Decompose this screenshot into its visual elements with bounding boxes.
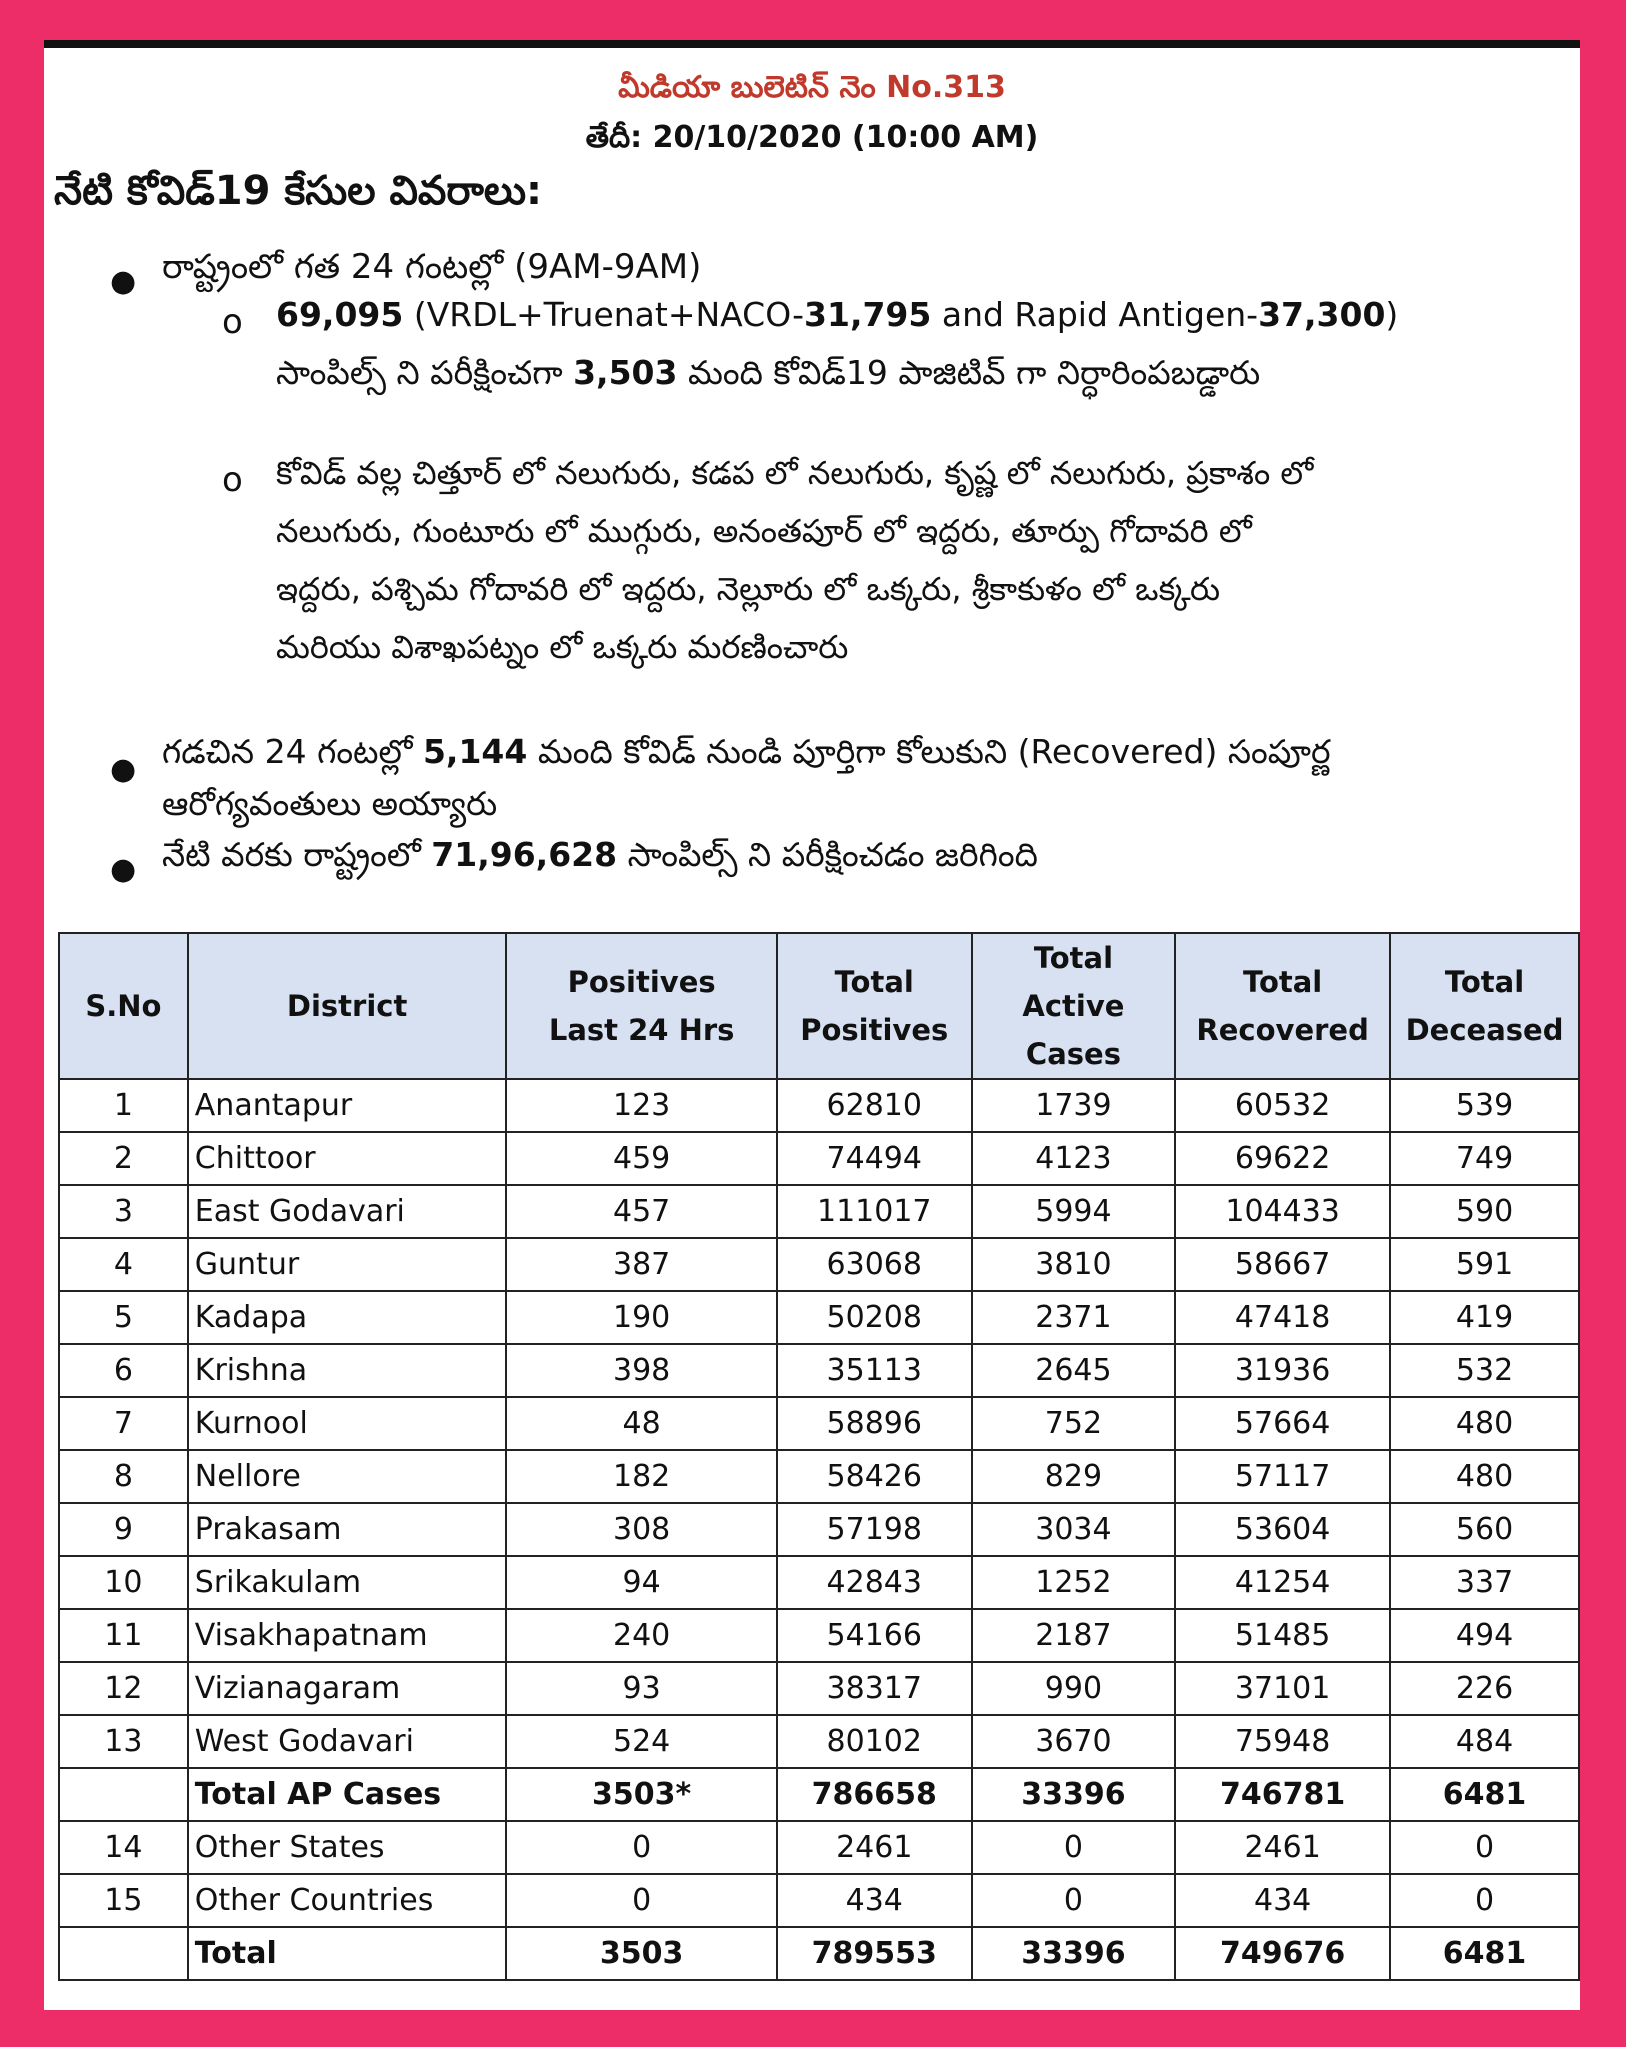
positives-count: 3,503: [573, 353, 678, 392]
cell-recovered: 434: [1175, 1874, 1390, 1927]
cell-recovered: 37101: [1175, 1662, 1390, 1715]
cell-district: Other Countries: [188, 1874, 507, 1927]
cell-total-positives: 63068: [777, 1238, 972, 1291]
cell-district: Kurnool: [188, 1397, 507, 1450]
cell-active: 5994: [972, 1185, 1176, 1238]
top-rule: [44, 40, 1580, 48]
cell-recovered: 746781: [1175, 1768, 1390, 1821]
cell-total-positives: 57198: [777, 1503, 972, 1556]
cell-deceased: 494: [1390, 1609, 1579, 1662]
table-body: [59, 1079, 1579, 1980]
cell-active: 3034: [972, 1503, 1176, 1556]
header-line: Positives: [800, 1013, 949, 1047]
cell-deceased: 337: [1390, 1556, 1579, 1609]
cell-total-positives: 80102: [777, 1715, 972, 1768]
text-span: సాంపిల్స్ ని పరీక్షించగా: [276, 353, 574, 392]
deaths-line-4: మరియు విశాఖపట్నం లో ఒక్కరు మరణించారు: [276, 628, 849, 666]
page-title: నేటి కోవిడ్19 కేసుల వివరాలు:: [54, 168, 543, 214]
cell-total-positives: 58896: [777, 1397, 972, 1450]
cell-positives-24h: 94: [506, 1556, 776, 1609]
cell-sno: [59, 1927, 188, 1980]
cell-positives-24h: 3503*: [506, 1768, 776, 1821]
header-active-cases: [972, 933, 1176, 1079]
cell-total-positives: 58426: [777, 1450, 972, 1503]
cell-sno: 5: [59, 1291, 188, 1344]
header-line: Positives: [567, 965, 716, 999]
cell-recovered: 104433: [1175, 1185, 1390, 1238]
text-span: మంది కోవిడ్ నుండి పూర్తిగా కోలుకుని (Recovered) సంపూర్ణ: [527, 732, 1331, 771]
cell-district: Chittoor: [188, 1132, 507, 1185]
cell-deceased: 480: [1390, 1450, 1579, 1503]
cell-district: Vizianagaram: [188, 1662, 507, 1715]
cell-deceased: 591: [1390, 1238, 1579, 1291]
cell-sno: 6: [59, 1344, 188, 1397]
text-span: గడచిన 24 గంటల్లో: [162, 732, 423, 771]
table-row: [59, 1238, 1579, 1291]
cell-positives-24h: 182: [506, 1450, 776, 1503]
text-span: నేటి వరకు రాష్ట్రంలో: [162, 835, 432, 874]
cell-positives-24h: 123: [506, 1079, 776, 1132]
text-span: ): [1385, 295, 1399, 334]
cell-positives-24h: 190: [506, 1291, 776, 1344]
cell-positives-24h: 240: [506, 1609, 776, 1662]
header-sno: S.No: [59, 933, 188, 1079]
cell-recovered: 51485: [1175, 1609, 1390, 1662]
cell-district: Krishna: [188, 1344, 507, 1397]
samples-today: 69,095: [276, 295, 404, 334]
cell-sno: 12: [59, 1662, 188, 1715]
table-row: [59, 1768, 1579, 1821]
sub-bullet-icon: o: [222, 460, 243, 500]
table-row: [59, 1344, 1579, 1397]
bulletin-date: [44, 120, 1580, 162]
cell-district: Anantapur: [188, 1079, 507, 1132]
deaths-line-1: కోవిడ్ వల్ల చిత్తూర్ లో నలుగురు, కడప లో నలుగురు, కృష్ణ లో నలుగురు, ప్రకాశం లో: [276, 454, 1314, 492]
cell-total-positives: 111017: [777, 1185, 972, 1238]
table-row: [59, 1662, 1579, 1715]
cell-district: Visakhapatnam: [188, 1609, 507, 1662]
header-positives-24h: [506, 933, 776, 1079]
cell-district: Prakasam: [188, 1503, 507, 1556]
table-row: [59, 1291, 1579, 1344]
cell-active: 3810: [972, 1238, 1176, 1291]
cell-total-positives: 74494: [777, 1132, 972, 1185]
cell-positives-24h: 457: [506, 1185, 776, 1238]
header-line: Total: [834, 965, 914, 999]
vrdl-count: 31,795: [804, 295, 932, 334]
cell-recovered: 31936: [1175, 1344, 1390, 1397]
cell-sno: 4: [59, 1238, 188, 1291]
cell-total-positives: 789553: [777, 1927, 972, 1980]
header-line: Last 24 Hrs: [548, 1013, 735, 1047]
cell-active: 1739: [972, 1079, 1176, 1132]
header-deceased: [1390, 933, 1579, 1079]
cell-deceased: 532: [1390, 1344, 1579, 1397]
bullet-3: [162, 826, 1038, 884]
deaths-line-2: నలుగురు, గుంటూరు లో ముగ్గురు, అనంతపూర్ లో ఇద్దరు, తూర్పు గోదావరి లో: [276, 512, 1252, 550]
sub-bullet-icon: o: [222, 302, 243, 342]
cell-positives-24h: 398: [506, 1344, 776, 1397]
bullet-1-intro: రాష్ట్రంలో గత 24 గంటల్లో (9AM-9AM): [162, 247, 702, 287]
cell-recovered: 53604: [1175, 1503, 1390, 1556]
header-line: Recovered: [1196, 1013, 1369, 1047]
table-row: [59, 1450, 1579, 1503]
cell-district: Other States: [188, 1821, 507, 1874]
cell-active: 829: [972, 1450, 1176, 1503]
cell-total-positives: 42843: [777, 1556, 972, 1609]
cell-sno: 11: [59, 1609, 188, 1662]
cell-deceased: 590: [1390, 1185, 1579, 1238]
cell-deceased: 539: [1390, 1079, 1579, 1132]
cell-deceased: 484: [1390, 1715, 1579, 1768]
header-recovered: [1175, 933, 1390, 1079]
cell-recovered: 57664: [1175, 1397, 1390, 1450]
bullet-2: [162, 726, 1331, 830]
header-line: Total: [1444, 965, 1525, 999]
header-district: District: [188, 933, 507, 1079]
cell-district: Guntur: [188, 1238, 507, 1291]
bulletin-number: మీడియా బులెటిన్ నెం No.313: [618, 70, 1006, 105]
cell-recovered: 2461: [1175, 1821, 1390, 1874]
table-row: [59, 1927, 1579, 1980]
cell-active: 3670: [972, 1715, 1176, 1768]
cell-positives-24h: 459: [506, 1132, 776, 1185]
cell-total-positives: 54166: [777, 1609, 972, 1662]
table-row: [59, 1715, 1579, 1768]
text-span: ఆరోగ్యవంతులు అయ్యారు: [162, 784, 498, 823]
bullet-icon: ●: [110, 852, 137, 887]
cell-sno: 10: [59, 1556, 188, 1609]
cell-recovered: 60532: [1175, 1079, 1390, 1132]
cell-sno: 14: [59, 1821, 188, 1874]
cell-deceased: 480: [1390, 1397, 1579, 1450]
cell-total-positives: 2461: [777, 1821, 972, 1874]
cell-active: 2371: [972, 1291, 1176, 1344]
cell-recovered: 69622: [1175, 1132, 1390, 1185]
cell-positives-24h: 0: [506, 1874, 776, 1927]
cell-deceased: 419: [1390, 1291, 1579, 1344]
cell-recovered: 47418: [1175, 1291, 1390, 1344]
cell-positives-24h: 0: [506, 1821, 776, 1874]
cell-total-positives: 35113: [777, 1344, 972, 1397]
cell-deceased: 560: [1390, 1503, 1579, 1556]
cell-recovered: 57117: [1175, 1450, 1390, 1503]
cell-sno: 1: [59, 1079, 188, 1132]
cell-active: 2187: [972, 1609, 1176, 1662]
recovered-count: 5,144: [422, 732, 528, 771]
cell-deceased: 6481: [1390, 1768, 1579, 1821]
cell-district: Total AP Cases: [188, 1768, 507, 1821]
header-line: Total: [1033, 941, 1114, 975]
cell-district: Nellore: [188, 1450, 507, 1503]
cell-total-positives: 38317: [777, 1662, 972, 1715]
cell-district: Kadapa: [188, 1291, 507, 1344]
table-row: [59, 1556, 1579, 1609]
table-row: [59, 1503, 1579, 1556]
cell-recovered: 58667: [1175, 1238, 1390, 1291]
cell-active: 990: [972, 1662, 1176, 1715]
header-line: Active Cases: [1022, 989, 1125, 1071]
cell-district: East Godavari: [188, 1185, 507, 1238]
bullet-icon: ●: [110, 264, 137, 299]
header-line: Total: [1243, 965, 1323, 999]
text-span: (VRDL+Truenat+NACO-: [403, 295, 805, 334]
cell-active: 752: [972, 1397, 1176, 1450]
text-span: and Rapid Antigen-: [931, 295, 1259, 334]
cell-sno: 7: [59, 1397, 188, 1450]
cell-deceased: 0: [1390, 1821, 1579, 1874]
date-label: తేదీ: [585, 120, 631, 155]
table-row: [59, 1874, 1579, 1927]
cell-active: 4123: [972, 1132, 1176, 1185]
cell-recovered: 749676: [1175, 1927, 1390, 1980]
header-total-positives: [777, 933, 972, 1079]
header-line: Deceased: [1405, 1013, 1564, 1047]
cell-sno: 3: [59, 1185, 188, 1238]
cell-recovered: 41254: [1175, 1556, 1390, 1609]
cell-sno: 9: [59, 1503, 188, 1556]
text-span: మంది కోవిడ్19 పాజిటివ్ గా నిర్ధారింపబడ్డారు: [677, 353, 1261, 392]
cell-positives-24h: 524: [506, 1715, 776, 1768]
antigen-count: 37,300: [1258, 295, 1386, 334]
cell-deceased: 0: [1390, 1874, 1579, 1927]
cell-positives-24h: 387: [506, 1238, 776, 1291]
cell-sno: [59, 1768, 188, 1821]
cell-positives-24h: 48: [506, 1397, 776, 1450]
cell-sno: 2: [59, 1132, 188, 1185]
cell-active: 33396: [972, 1927, 1176, 1980]
cell-total-positives: 786658: [777, 1768, 972, 1821]
cell-positives-24h: 308: [506, 1503, 776, 1556]
cell-district: Srikakulam: [188, 1556, 507, 1609]
cell-active: 1252: [972, 1556, 1176, 1609]
cell-active: 2645: [972, 1344, 1176, 1397]
table-row: [59, 1132, 1579, 1185]
cell-total-positives: 62810: [777, 1079, 972, 1132]
table-header-row: [59, 933, 1579, 1079]
cell-sno: 15: [59, 1874, 188, 1927]
cell-positives-24h: 93: [506, 1662, 776, 1715]
cell-total-positives: 434: [777, 1874, 972, 1927]
table-row: [59, 1397, 1579, 1450]
bullet-1-sub-2: [276, 444, 1313, 676]
cell-recovered: 75948: [1175, 1715, 1390, 1768]
table-row: [59, 1821, 1579, 1874]
table-row: [59, 1079, 1579, 1132]
cell-active: 33396: [972, 1768, 1176, 1821]
cell-deceased: 749: [1390, 1132, 1579, 1185]
cell-sno: 13: [59, 1715, 188, 1768]
cell-deceased: 226: [1390, 1662, 1579, 1715]
cell-district: Total: [188, 1927, 507, 1980]
cell-active: 0: [972, 1821, 1176, 1874]
table-row: [59, 1609, 1579, 1662]
cell-active: 0: [972, 1874, 1176, 1927]
bulletin-page: [44, 40, 1580, 2010]
cell-sno: 8: [59, 1450, 188, 1503]
bullet-1-sub-1: [276, 286, 1398, 402]
date-value: : 20/10/2020 (10:00 AM): [630, 120, 1039, 155]
total-samples: 71,96,628: [431, 835, 618, 874]
cell-positives-24h: 3503: [506, 1927, 776, 1980]
text-span: సాంపిల్స్ ని పరీక్షించడం జరిగింది: [617, 835, 1038, 874]
district-cases-table: [58, 932, 1580, 1981]
table-row: [59, 1185, 1579, 1238]
bullet-icon: ●: [110, 752, 137, 787]
cell-total-positives: 50208: [777, 1291, 972, 1344]
cell-deceased: 6481: [1390, 1927, 1579, 1980]
cell-district: West Godavari: [188, 1715, 507, 1768]
deaths-line-3: ఇద్దరు, పశ్చిమ గోదావరి లో ఇద్దరు, నెల్లూరు లో ఒక్కరు, శ్రీకాకుళం లో ఒక్కరు: [276, 570, 1221, 608]
